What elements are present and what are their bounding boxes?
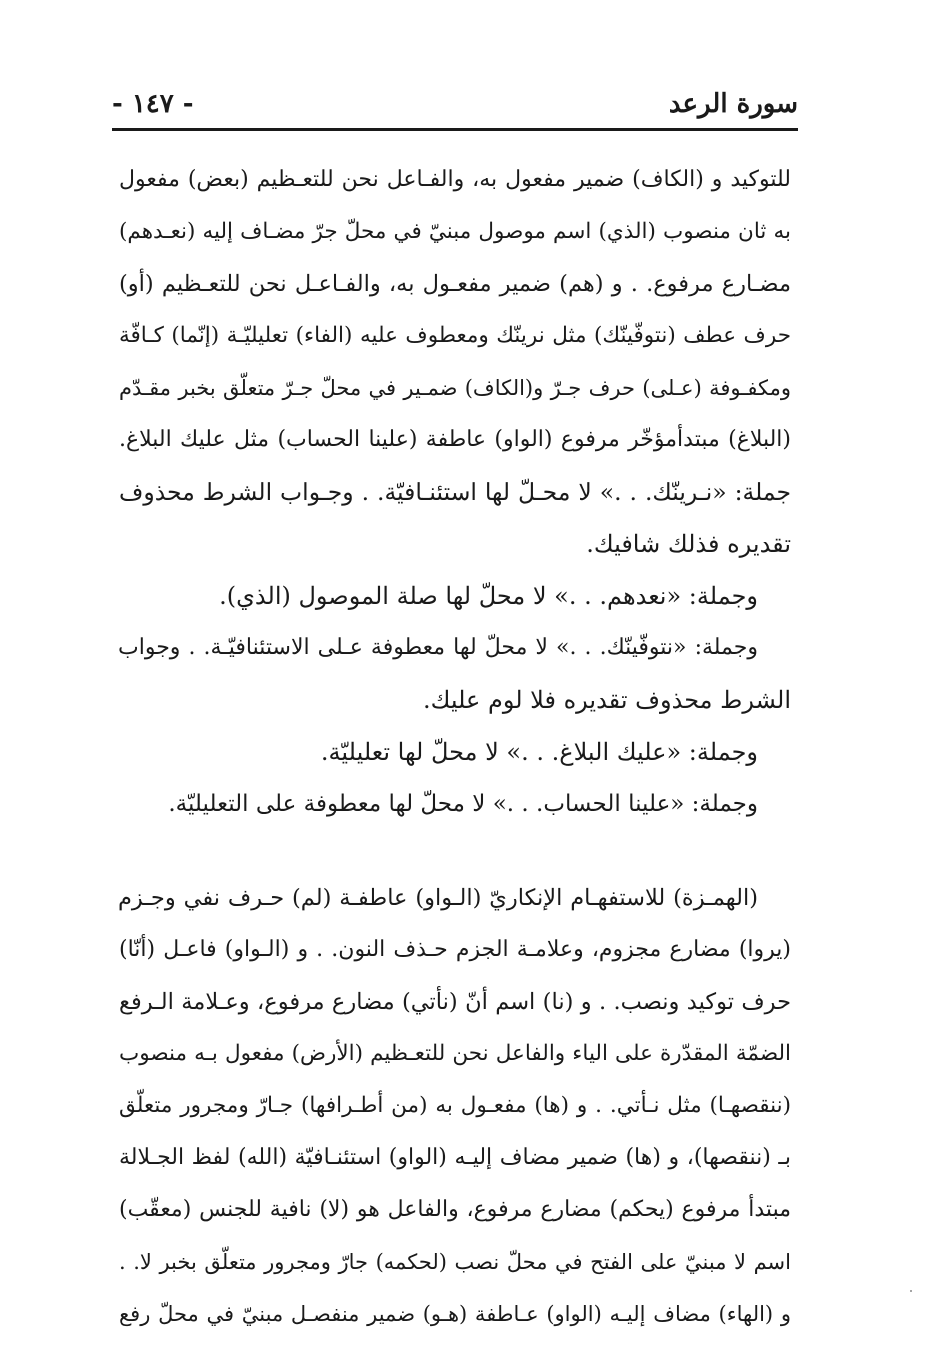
page-header — [112, 82, 798, 126]
text-line: للتوكيد و (الكاف) ضمير مفعول به، والفـاعل نحن للتعـظيم (بعض) مفعول — [119, 167, 791, 192]
text-line: (البلاغ) مبتدأمؤخّر مرفوع (الواو) عاطفة (علينا الحساب) مثل عليك البلاغ. — [119, 427, 791, 452]
text-line: اسم لا مبنيّ على الفتح في محلّ نصب (لحكمه) جارّ ومجرور متعلّق بخبر لا. . — [119, 1250, 791, 1274]
text-line: ومكفـوفة (عـلى) حرف جـرّ و(الكاف) ضمـير في محلّ جـرّ متعلّق بخبر مقـدّم — [119, 376, 791, 400]
page-number: - ١٤٧ - — [112, 89, 194, 119]
header-rule — [112, 128, 798, 131]
text-line: حرف عطف (نتوفّينّك) مثل نرينّك ومعطوف عليه (الفاء) تعليليّـة (إنّما) كـافّة — [119, 323, 791, 348]
text-line: الضمّة المقدّرة على الياء والفاعل نحن للتعـظيم (الأرض) مفعول بـه منصوب — [119, 1041, 791, 1066]
text-line: وجملة: «نعدهم. . .» لا محلّ لها صلة الموصول (الذي). — [219, 582, 758, 610]
text-line: تقديره فذلك شافيك. — [586, 530, 791, 558]
text-line: الشرط محذوف تقديره فلا لوم عليك. — [422, 686, 791, 714]
text-line: وجملة: «نتوفّينّك. . .» لا محلّ لها معطوفة عـلى الاستئنافيّـة. . وجواب — [118, 635, 758, 660]
text-line: بـ (ننقصها)، و (ها) ضمير مضاف إليـه (الواو) استئنـافيّة (الله) لفظ الجـلالة — [119, 1145, 791, 1170]
text-line: (يروا) مضارع مجزوم، وعلامـة الجزم حـذف النون. . و (الـواو) فاعـل (أنّا) — [119, 937, 791, 962]
text-line: به ثان منصوب (الذي) اسم موصول مبنيّ في محلّ جرّ مضـاف إليه (نعـدهم) — [119, 219, 791, 244]
text-line: (ننقصهـا) مثل نـأتي. . و (ها) مفعـول به (من أطـرافها) جـارّ ومجرور متعلّق — [119, 1093, 791, 1118]
text-line: مضـارع مرفوع. . و (هم) ضمير مفعـول به، والفـاعـل نحن للتعـظيم (أو) — [119, 271, 791, 297]
text-line: وجملة: «علينا الحساب. . .» لا محلّ لها معطوفة على التعليليّة. — [168, 791, 758, 817]
text-line: وجملة: «عليك البلاغ. . .» لا محلّ لها تعليليّة. — [320, 738, 758, 766]
surah-title: سورة الرعد — [668, 89, 798, 119]
text-line: حرف توكيد ونصب. . و (نا) اسم أنّ (نأتي) مضارع مرفوع، وعـلامة الـرفع — [119, 989, 791, 1015]
text-line: جملة: «نـرينّك. . .» لا محـلّ لها استئنـافيّة. . وجـواب الشرط محذوف — [119, 478, 791, 506]
text-line: (الهمـزة) للاستفهـام الإنكاريّ (الـواو) عاطفـة (لم) حـرف نفي وجـزم — [118, 885, 758, 911]
text-line: مبتدأ مرفوع (يحكم) مضارع مرفوع، والفاعل هو (لا) نافية للجنس (معقّب) — [119, 1197, 791, 1222]
scan-speck — [910, 1290, 912, 1292]
text-line: و (الهاء) مضاف إليـه (الواو) عـاطفة (هـو) ضمير منفصـل مبنيّ في محلّ رفع — [119, 1302, 791, 1326]
